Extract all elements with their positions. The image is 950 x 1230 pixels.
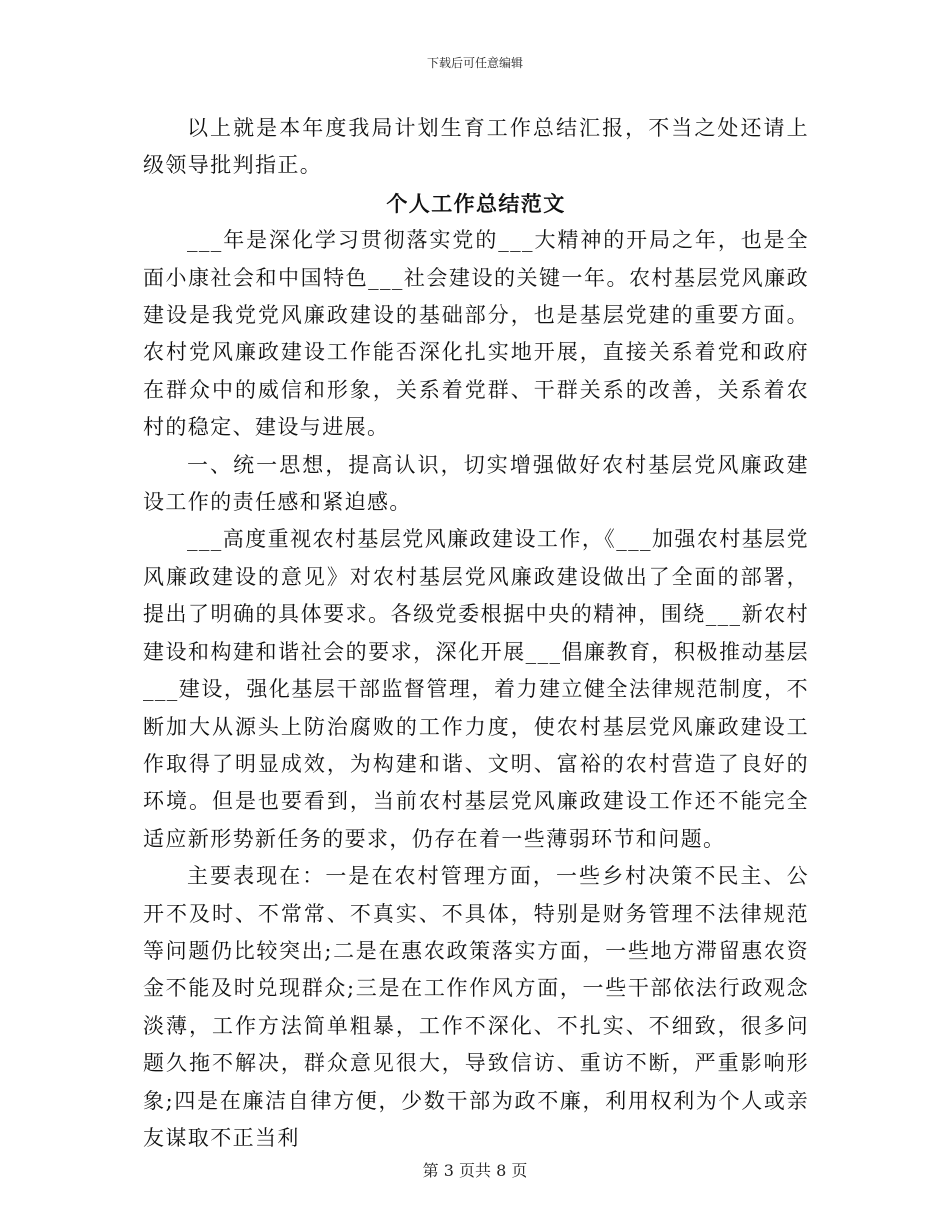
intro-paragraph: 以上就是本年度我局计划生育工作总结汇报，不当之处还请上级领导批判指正。: [143, 116, 809, 178]
page-footer: 第 3 页共 8 页: [422, 1161, 528, 1180]
page-header: 下载后可任意编辑: [426, 56, 523, 70]
document-body: [143, 110, 809, 1157]
body-paragraph: ___年是深化学习贯彻落实党的___大精神的开局之年，也是全面小康社会和中国特色___社会建设的关键一年。农村基层党风廉政建设是我党党风廉政建设的基础部分，也是基层党建的重要方面。农村党风廉政建设工作能否深化扎实地开展，直接关系着党和政府在群众中的威信和形象，关系着党群、干群关系的改善，关系着农村的稳定、建设与进展。: [143, 228, 809, 440]
section-heading-paragraph: 一、统一思想，提高认识，切实增强做好农村基层党风廉政建设工作的责任感和紧迫感。: [143, 452, 809, 515]
body-paragraph: 主要表现在：一是在农村管理方面，一些乡村决策不民主、公开不及时、不常常、不真实、不具体，特别是财务管理不法律规范等问题仍比较突出;二是在惠农政策落实方面，一些地方滞留惠农资金不能及时兑现群众;三是在工作作风方面，一些干部依法行政观念淡薄，工作方法简单粗暴，工作不深化、不扎实、不细致，很多问题久拖不解决，群众意见很大，导致信访、重访不断，严重影响形象;四是在廉洁自律方便，少数干部为政不廉，利用权利为个人或亲友谋取不正当利: [143, 864, 809, 1150]
article-title: 个人工作总结范文: [386, 190, 566, 216]
body-paragraph: ___高度重视农村基层党风廉政建设工作，《___加强农村基层党风廉政建设的意见》对农村基层党风廉政建设做出了全面的部署，提出了明确的具体要求。各级党委根据中央的精神，围绕___新农村建设和构建和谐社会的要求，深化开展___倡廉教育，积极推动基层___建设，强化基层干部监督管理，着力建立健全法律规范制度，不断加大从源头上防治腐败的工作力度，使农村基层党风廉政建设工作取得了明显成效，为构建和谐、文明、富裕的农村营造了良好的环境。但是也要看到，当前农村基层党风廉政建设工作还不能完全适应新形势新任务的要求，仍存在着一些薄弱环节和问题。: [143, 527, 809, 851]
